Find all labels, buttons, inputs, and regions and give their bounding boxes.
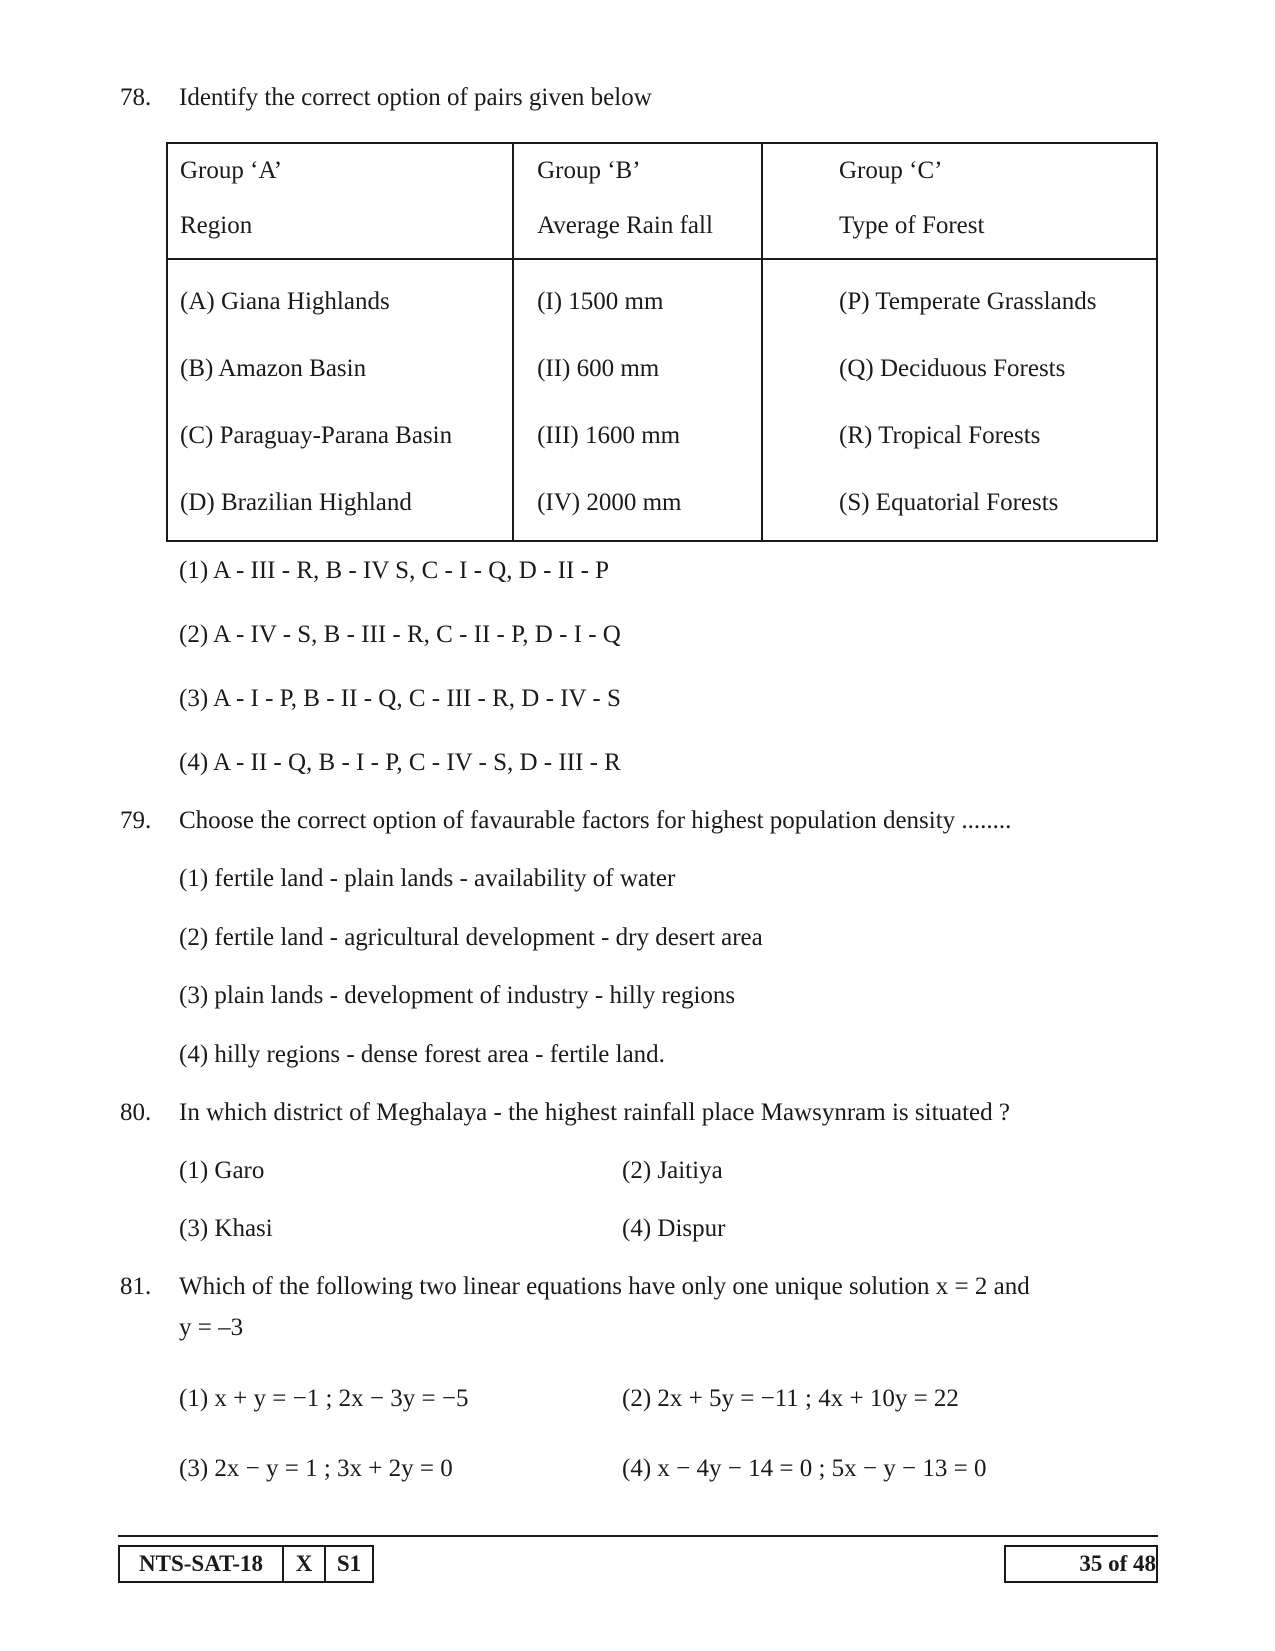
question-text-81-line2: y = –3 (179, 1314, 244, 1341)
header-cell: Average Rain fall (537, 212, 713, 239)
question-number-79: 79. (120, 807, 152, 834)
table-cell: (D) Brazilian Highland (180, 489, 412, 516)
q78-option-3[interactable]: (3) A - I - P, B - II - Q, C - III - R, D - IV - S (179, 685, 621, 712)
table-cell: (Q) Deciduous Forests (839, 355, 1066, 382)
footer-page-number: 35 of 48 (1004, 1545, 1158, 1583)
q79-option-3[interactable]: (3) plain lands - development of industry - hilly regions (179, 982, 736, 1009)
q78-option-4[interactable]: (4) A - II - Q, B - I - P, C - IV - S, D - III - R (179, 749, 621, 776)
q81-option-1[interactable]: (1) x + y = −1 ; 2x − 3y = −5 (179, 1385, 469, 1412)
q78-option-2[interactable]: (2) A - IV - S, B - III - R, C - II - P, D - I - Q (179, 621, 621, 648)
header-cell: Group ‘B’ (537, 157, 641, 184)
q78-option-1[interactable]: (1) A - III - R, B - IV S, C - I - Q, D - II - P (179, 557, 610, 584)
question-number-78: 78. (120, 84, 152, 111)
table-header-row (167, 143, 1157, 259)
question-text-81: Which of the following two linear equations have only one unique solution x = 2 and (179, 1273, 1030, 1300)
header-cell: Region (180, 212, 253, 239)
header-group-b (513, 143, 762, 259)
header-cell: Group ‘A’ (180, 157, 283, 184)
footer-class: X (282, 1545, 326, 1583)
table-cell: (IV) 2000 mm (537, 489, 682, 516)
question-text-79: Choose the correct option of favaurable factors for highest population density ........ (179, 807, 1012, 834)
table-body-row (167, 259, 1157, 541)
q81-option-4[interactable]: (4) x − 4y − 14 = 0 ; 5x − y − 13 = 0 (622, 1455, 987, 1482)
table-cell: (C) Paraguay-Parana Basin (180, 422, 453, 449)
header-cell: Group ‘C’ (839, 157, 943, 184)
q80-option-2[interactable]: (2) Jaitiya (622, 1157, 723, 1184)
question-number-81: 81. (120, 1273, 152, 1300)
question-text-78: Identify the correct option of pairs given below (179, 84, 652, 111)
table-cell: (R) Tropical Forests (839, 422, 1041, 449)
question-number-80: 80. (120, 1099, 152, 1126)
header-cell: Type of Forest (839, 212, 985, 239)
q79-option-2[interactable]: (2) fertile land - agricultural development - dry desert area (179, 924, 763, 951)
header-group-c (762, 143, 1157, 259)
footer-exam-code: NTS-SAT-18 (118, 1545, 284, 1583)
q80-option-1[interactable]: (1) Garo (179, 1157, 265, 1184)
question-text-80: In which district of Meghalaya - the highest rainfall place Mawsynram is situated ? (179, 1099, 1010, 1126)
table-cell: (II) 600 mm (537, 355, 660, 382)
q81-option-2[interactable]: (2) 2x + 5y = −11 ; 4x + 10y = 22 (622, 1385, 959, 1412)
column-forest (762, 259, 1157, 541)
table-cell: (A) Giana Highlands (180, 288, 390, 315)
q81-option-3[interactable]: (3) 2x − y = 1 ; 3x + 2y = 0 (179, 1455, 453, 1482)
q79-option-1[interactable]: (1) fertile land - plain lands - availability of water (179, 865, 676, 892)
footer-set: S1 (324, 1545, 374, 1583)
table-cell: (III) 1600 mm (537, 422, 681, 449)
table-cell: (P) Temperate Grasslands (839, 288, 1097, 315)
column-region (167, 259, 513, 541)
q80-option-4[interactable]: (4) Dispur (622, 1215, 726, 1242)
footer-divider (118, 1535, 1158, 1537)
table-cell: (I) 1500 mm (537, 288, 664, 315)
table-cell: (S) Equatorial Forests (839, 489, 1059, 516)
match-table (166, 142, 1158, 542)
q79-option-4[interactable]: (4) hilly regions - dense forest area - fertile land. (179, 1041, 665, 1068)
table-cell: (B) Amazon Basin (180, 355, 367, 382)
column-rainfall (513, 259, 762, 541)
q80-option-3[interactable]: (3) Khasi (179, 1215, 273, 1242)
header-group-a (167, 143, 513, 259)
